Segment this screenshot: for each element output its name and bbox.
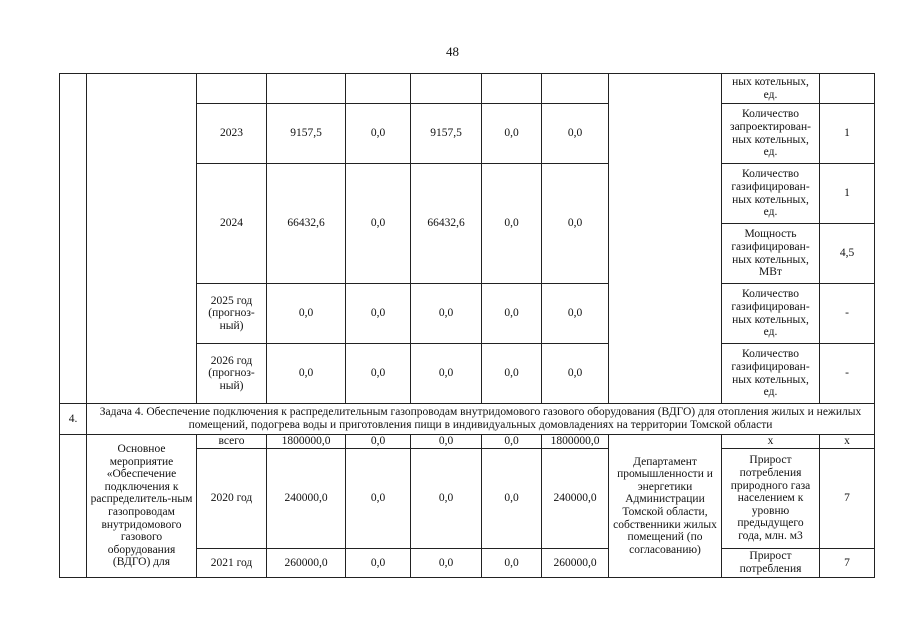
federal-value: 0,0 [346, 164, 411, 284]
total-value: 1800000,0 [267, 435, 346, 449]
other-value: 240000,0 [542, 449, 609, 549]
year-cell: 2021 год [197, 549, 267, 578]
indicator-name: Количество запроектирован-ных котельных, ед. [722, 104, 820, 164]
page-number: 48 [446, 44, 459, 59]
other-value: 0,0 [542, 104, 609, 164]
other-value: 0,0 [542, 284, 609, 344]
total-value: 240000,0 [267, 449, 346, 549]
year-cell: всего [197, 435, 267, 449]
total-value: 9157,5 [267, 104, 346, 164]
local-value: 0,0 [482, 344, 542, 404]
indicator-value [820, 74, 875, 104]
other-value: 1800000,0 [542, 435, 609, 449]
year-cell: 2023 [197, 104, 267, 164]
regional-value: 66432,6 [411, 164, 482, 284]
local-value: 0,0 [482, 435, 542, 449]
indicator-value: 1 [820, 164, 875, 224]
task-number: 4. [60, 404, 87, 435]
regional-value: 0,0 [411, 435, 482, 449]
federal-value: 0,0 [346, 549, 411, 578]
local-value: 0,0 [482, 284, 542, 344]
year-cell: 2024 [197, 164, 267, 284]
indicator-value: 1 [820, 104, 875, 164]
regional-value: 0,0 [411, 344, 482, 404]
other-value [542, 74, 609, 104]
local-value: 0,0 [482, 164, 542, 284]
local-value: 0,0 [482, 449, 542, 549]
task-title: Задача 4. Обеспечение подключения к распределительным газопроводам внутридомового газового оборудования (ВДГО) для отопления жилых и нежилых помещений, подогрева воды и приготовления пищи в индивидуальных домовладениях на территории Томской области [87, 404, 875, 435]
federal-value: 0,0 [346, 449, 411, 549]
total-value: 260000,0 [267, 549, 346, 578]
regional-value: 0,0 [411, 449, 482, 549]
indicator-name: Количество газифицирован-ных котельных, ед. [722, 284, 820, 344]
year-cell [197, 74, 267, 104]
local-value: 0,0 [482, 549, 542, 578]
measure-name-cell: Основное мероприятие «Обеспечение подключения к распределитель-ным газопроводам внутридомового газового оборудования (ВДГО) для [87, 435, 197, 578]
federal-value: 0,0 [346, 104, 411, 164]
indicator-value: - [820, 344, 875, 404]
regional-value: 0,0 [411, 284, 482, 344]
table-row [60, 74, 875, 104]
other-value: 0,0 [542, 344, 609, 404]
regional-value [411, 74, 482, 104]
indicator-value: 4,5 [820, 224, 875, 284]
indicator-name: Количество газифицирован-ных котельных, ед. [722, 344, 820, 404]
task-row [60, 404, 875, 435]
program-table [59, 73, 875, 578]
measure-name-cell [87, 74, 197, 404]
year-cell: 2026 год (прогноз-ный) [197, 344, 267, 404]
year-cell: 2025 год (прогноз-ный) [197, 284, 267, 344]
indicator-value: х [820, 435, 875, 449]
total-value: 66432,6 [267, 164, 346, 284]
number-cell [60, 435, 87, 578]
indicator-value: 7 [820, 549, 875, 578]
indicator-value: 7 [820, 449, 875, 549]
year-cell: 2020 год [197, 449, 267, 549]
indicator-name: Прирост потребления [722, 549, 820, 578]
local-value: 0,0 [482, 104, 542, 164]
number-cell [60, 74, 87, 404]
indicator-name: Прирост потребления природного газа населением к уровню предыдущего года, млн. м3 [722, 449, 820, 549]
indicator-name: Количество газифицирован-ных котельных, ед. [722, 164, 820, 224]
indicator-name: х [722, 435, 820, 449]
indicator-name: Мощность газифицирован-ных котельных, МВт [722, 224, 820, 284]
executor-cell [609, 74, 722, 404]
federal-value: 0,0 [346, 344, 411, 404]
federal-value: 0,0 [346, 284, 411, 344]
regional-value: 9157,5 [411, 104, 482, 164]
federal-value [346, 74, 411, 104]
executor-cell: Департамент промышленности и энергетики Администрации Томской области, собственники жилых помещений (по согласованию) [609, 435, 722, 578]
other-value: 0,0 [542, 164, 609, 284]
indicator-value: - [820, 284, 875, 344]
regional-value: 0,0 [411, 549, 482, 578]
other-value: 260000,0 [542, 549, 609, 578]
total-value: 0,0 [267, 284, 346, 344]
federal-value: 0,0 [346, 435, 411, 449]
indicator-name: ных котельных, ед. [722, 74, 820, 104]
table-row [60, 435, 875, 449]
local-value [482, 74, 542, 104]
total-value [267, 74, 346, 104]
total-value: 0,0 [267, 344, 346, 404]
